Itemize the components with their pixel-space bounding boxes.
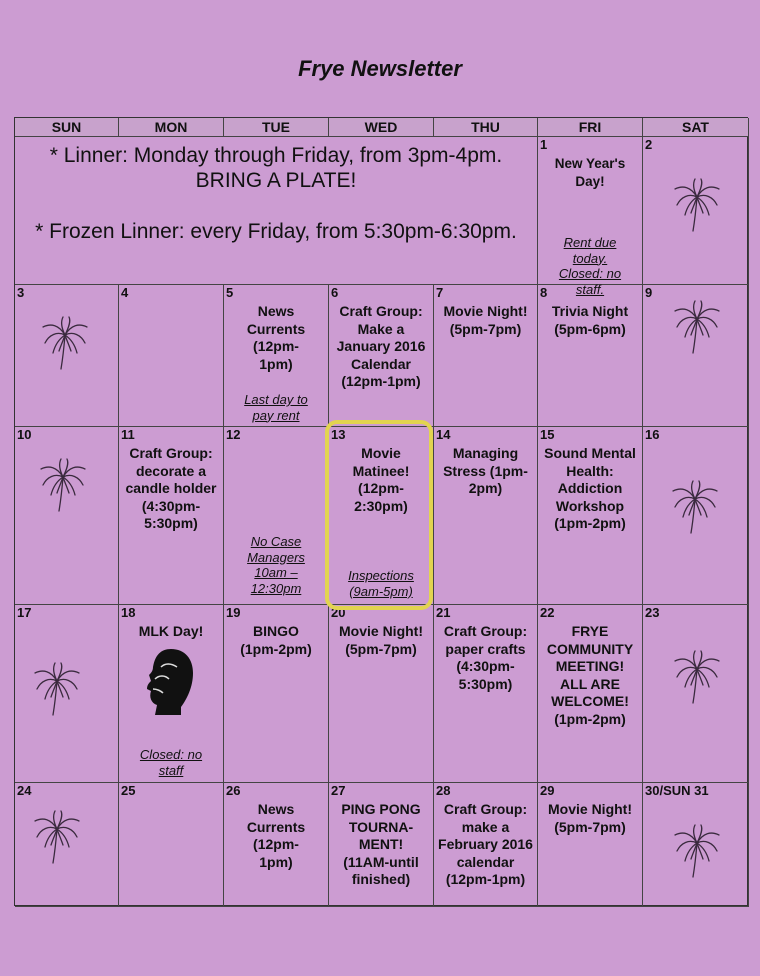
day-number: 27 (331, 783, 346, 798)
day-number: 1 (540, 137, 548, 152)
day-cell-24 (15, 783, 119, 907)
palm-tree-icon (31, 809, 83, 865)
palm-tree-icon (37, 457, 89, 513)
day-cell-9 (643, 285, 749, 427)
day-cell-1 (538, 137, 643, 297)
event-text: Craft Group: make a February 2016 calendar (12pm-1pm) (438, 801, 533, 887)
day-header-wed: WED (329, 118, 434, 137)
day-number: 5 (226, 285, 234, 300)
day-number: 16 (645, 427, 660, 442)
event-text: Movie Matinee! (12pm-2:30pm) (352, 445, 410, 514)
day-cell-3 (15, 285, 119, 427)
day-number: 26 (226, 783, 241, 798)
day-header-sun: SUN (15, 118, 119, 137)
day-cell-14 (434, 427, 538, 605)
event-note: No Case Managers 10am – 12:30pm (247, 534, 305, 596)
day-cell-19 (224, 605, 329, 783)
day-number: 2 (645, 137, 653, 152)
newsletter-title: Frye Newsletter (298, 56, 462, 81)
day-cell-30-31 (643, 783, 749, 907)
day-cell-17 (15, 605, 119, 783)
day-number: 29 (540, 783, 555, 798)
linner-notice-line: * Linner: Monday through Friday, from 3pm-4pm. BRING A PLATE! (49, 144, 503, 192)
day-cell-29 (538, 783, 643, 907)
event-text: Movie Night! (5pm-7pm) (443, 303, 528, 337)
day-cell-11 (119, 427, 224, 605)
palm-tree-icon (669, 479, 721, 535)
day-header-mon: MON (119, 118, 224, 137)
day-number: 9 (645, 285, 653, 300)
day-number: 22 (540, 605, 555, 620)
event-text: Managing Stress (1pm-2pm) (443, 445, 528, 496)
day-number: 13 (331, 427, 346, 442)
event-text: New Year's Day! (554, 156, 626, 189)
day-number: 17 (17, 605, 32, 620)
day-number: 20 (331, 605, 346, 620)
palm-tree-icon (31, 661, 83, 717)
day-number: 24 (17, 783, 32, 798)
day-header-fri: FRI (538, 118, 643, 137)
day-cell-18 (119, 605, 224, 783)
day-cell-5 (224, 285, 329, 427)
day-cell-27 (329, 783, 434, 907)
event-note: Closed: no staff (139, 747, 203, 778)
day-number: 23 (645, 605, 660, 620)
palm-tree-icon (671, 299, 723, 355)
day-number: 15 (540, 427, 555, 442)
event-text: FRYE COMMUNITY MEETING! ALL ARE WELCOME! (1pm-2pm) (546, 623, 634, 727)
mlk-portrait-icon (141, 645, 197, 720)
day-number: 25 (121, 783, 136, 798)
day-number: 6 (331, 285, 339, 300)
day-cell-13 (329, 427, 434, 605)
day-number: 19 (226, 605, 241, 620)
palm-tree-icon (39, 315, 91, 371)
day-cell-4 (119, 285, 224, 427)
event-text: PING PONG TOURNA-MENT! (11AM-until finished) (341, 801, 421, 887)
day-header-tue: TUE (224, 118, 329, 137)
day-number: 30/SUN 31 (645, 783, 709, 798)
day-number: 4 (121, 285, 129, 300)
event-text: News Currents (12pm-1pm) (246, 303, 306, 372)
event-text: Movie Night! (5pm-7pm) (339, 623, 423, 657)
frozen-linner-notice-line: * Frozen Linner: every Friday, from 5:30pm-6:30pm. (35, 220, 517, 243)
day-cell-15 (538, 427, 643, 605)
day-cell-22 (538, 605, 643, 783)
event-text: Movie Night! (5pm-7pm) (548, 801, 632, 835)
event-text: BINGO (1pm-2pm) (240, 623, 312, 657)
event-note: Inspections (9am-5pm) (348, 568, 414, 599)
calendar-grid (14, 117, 748, 906)
day-cell-16 (643, 427, 749, 605)
day-number: 14 (436, 427, 451, 442)
linner-notice (15, 137, 538, 285)
day-cell-23 (643, 605, 749, 783)
event-text: News Currents (12pm-1pm) (246, 801, 306, 870)
day-header-thu: THU (434, 118, 538, 137)
day-cell-20 (329, 605, 434, 783)
day-number: 18 (121, 605, 136, 620)
day-number: 28 (436, 783, 451, 798)
event-text: Craft Group: decorate a candle holder (4:30pm-5:30pm) (125, 445, 217, 531)
event-text: Craft Group: Make a January 2016 Calendar (12pm-1pm) (336, 303, 426, 389)
day-header-sat: SAT (643, 118, 749, 137)
day-number: 10 (17, 427, 32, 442)
day-cell-7 (434, 285, 538, 427)
day-cell-21 (434, 605, 538, 783)
event-text: MLK Day! (138, 623, 204, 639)
day-cell-2 (643, 137, 749, 285)
day-number: 7 (436, 285, 444, 300)
day-number: 11 (121, 427, 135, 442)
day-cell-10 (15, 427, 119, 605)
day-number: 3 (17, 285, 25, 300)
day-number: 8 (540, 285, 548, 300)
day-cell-12 (224, 427, 329, 605)
event-text: Trivia Night (5pm-6pm) (551, 303, 629, 337)
event-note: Rent due today. Closed: no staff. (558, 235, 622, 297)
palm-tree-icon (671, 823, 723, 879)
day-cell-6 (329, 285, 434, 427)
day-cell-25 (119, 783, 224, 907)
palm-tree-icon (671, 649, 723, 705)
event-text: Craft Group: paper crafts (4:30pm-5:30pm) (443, 623, 528, 692)
event-note: Last day to pay rent (244, 392, 308, 423)
event-text: Sound Mental Health: Addiction Workshop (1pm-2pm) (544, 445, 636, 531)
day-number: 12 (226, 427, 241, 442)
day-cell-26 (224, 783, 329, 907)
day-cell-28 (434, 783, 538, 907)
day-number: 21 (436, 605, 451, 620)
palm-tree-icon (671, 177, 723, 233)
day-cell-8 (538, 285, 643, 427)
